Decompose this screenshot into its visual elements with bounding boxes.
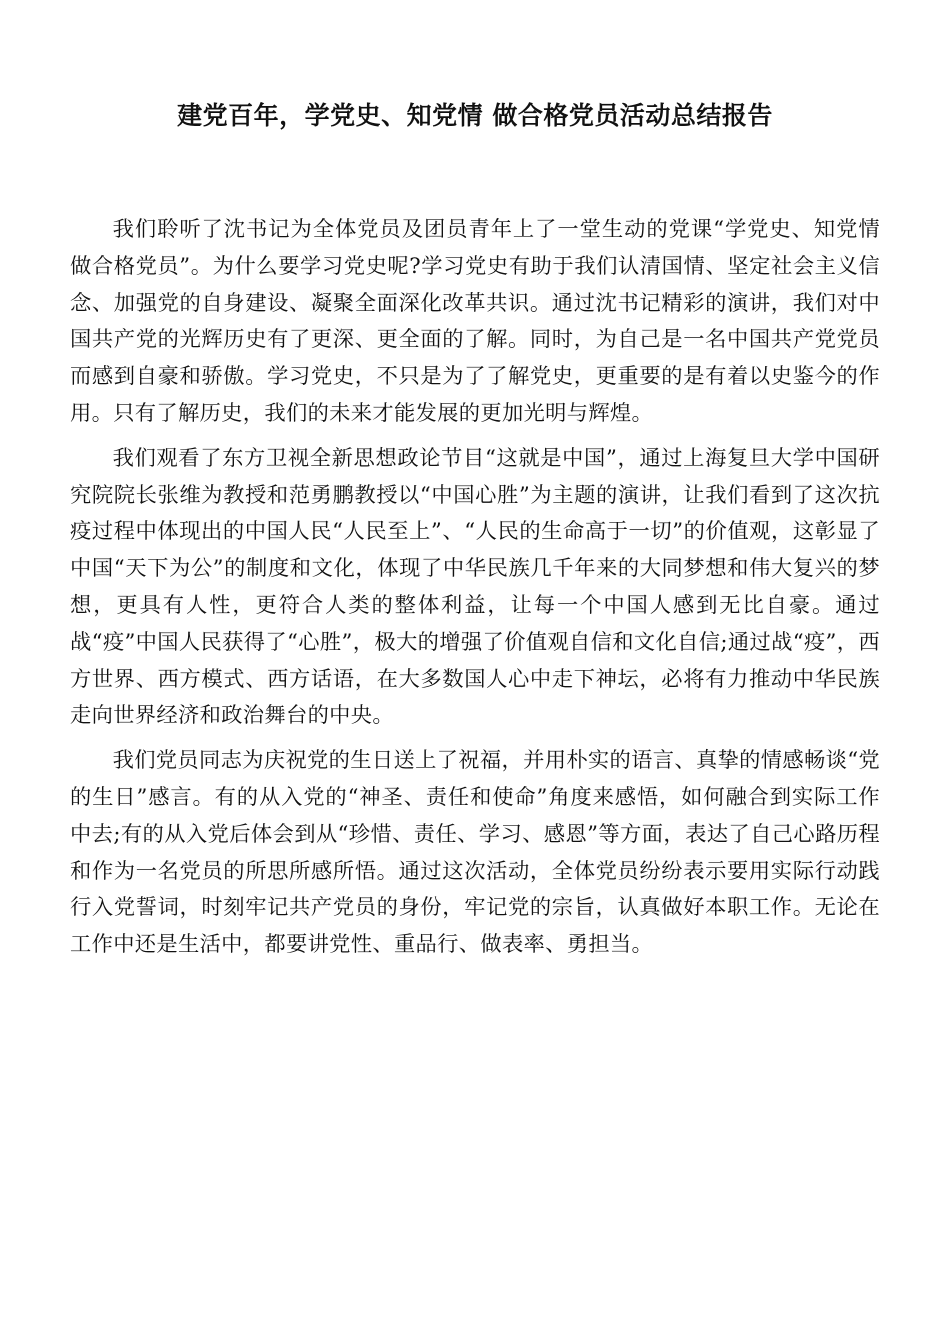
paragraph-1: 我们聆听了沈书记为全体党员及团员青年上了一堂生动的党课“学党史、知党情 做合格党员”。为什么要学习党史呢?学习党史有助于我们认清国情、坚定社会主义信念、加强党的自身建设、凝聚全面深化改革共识。通过沈书记精彩的演讲，我们对中国共产党的光辉历史有了更深、更全面的了解。同时，为自己是一名中国共产党党员而感到自豪和骄傲。学习党史，不只是为了了解党史，更重要的是有着以史鉴今的作用。只有了解历史，我们的未来才能发展的更加光明与辉煌。 (70, 217, 880, 426)
paragraph-2: 我们观看了东方卫视全新思想政论节目“这就是中国”，通过上海复旦大学中国研究院院长张维为教授和范勇鹏教授以“中国心胜”为主题的演讲，让我们看到了这次抗疫过程中体现出的中国人民“人民至上”、“人民的生命高于一切”的价值观，这彰显了中国“天下为公”的制度和文化，体现了中华民族几千年来的大同梦想和伟大复兴的梦想，更具有人性，更符合人类的整体利益，让每一个中国人感到无比自豪。通过战“疫”中国人民获得了“心胜”，极大的增强了价值观自信和文化自信;通过战“疫”，西方世界、西方模式、西方话语，在大多数国人心中走下神坛，必将有力推动中华民族走向世界经济和政治舞台的中央。 (70, 445, 880, 729)
document-body (70, 212, 880, 972)
document-title: 建党百年，学党史、知党情 做合格党员活动总结报告 (177, 101, 773, 130)
paragraph-3: 我们党员同志为庆祝党的生日送上了祝福，并用朴实的语言、真挚的情感畅谈“党的生日”感言。有的从入党的“神圣、责任和使命”角度来感悟，如何融合到实际工作中去;有的从入党后体会到从“珍惜、责任、学习、感恩”等方面，表达了自己心路历程和作为一名党员的所思所感所悟。通过这次活动，全体党员纷纷表示要用实际行动践行入党誓词，时刻牢记共产党员的身份，牢记党的宗旨，认真做好本职工作。无论在工作中还是生活中，都要讲党性、重品行、做表率、勇担当。 (70, 748, 880, 958)
